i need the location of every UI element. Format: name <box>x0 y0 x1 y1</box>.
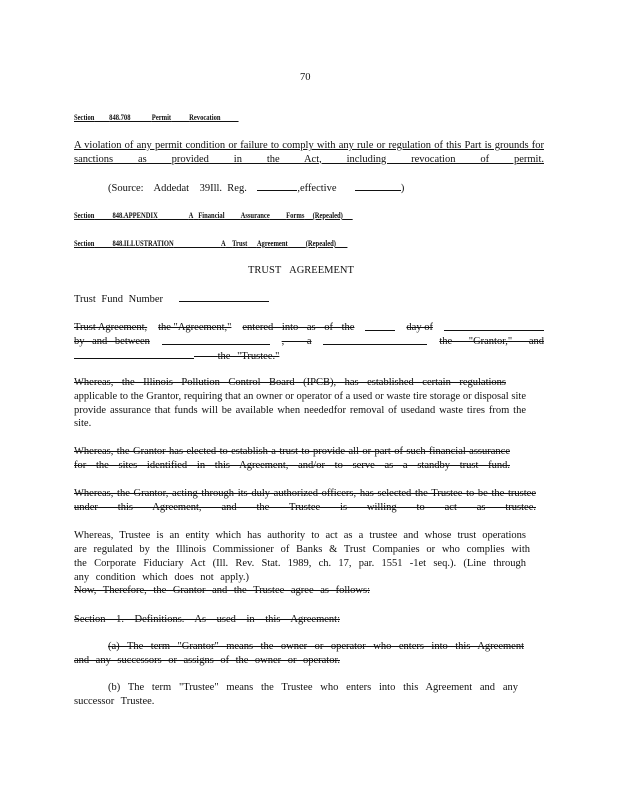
whereas-2: Whereas, the Grantor has elected to establish a trust to provide all or part of such financial assurance for the sites identified in this Agreement, and/or to serve as a standby trust fund. <box>74 446 510 471</box>
whereas-4-line-2: are regulated by the Illinois Commissioner of Banks & Trust Companies or who complies with <box>74 544 530 555</box>
intro-text: , a <box>281 336 312 347</box>
source-close: ) <box>400 183 405 194</box>
section-label: Section <box>74 239 95 248</box>
trust-fund-label: Trust Fund Number <box>74 294 164 305</box>
section-label: Section <box>74 211 95 220</box>
definition-b-line-2: successor Trustee. <box>74 696 155 707</box>
definition-a-line-2: and any successors or assigns of the owner or operator. <box>74 655 340 666</box>
blank-line <box>257 181 297 191</box>
section-number: 848.ILLUSTRATION <box>112 239 174 248</box>
intro-text: entered into as of the <box>242 322 355 333</box>
illustration-word: Trust <box>232 239 248 248</box>
now-therefore: Now, Therefore, the Grantor and the Trustee agree as follows: <box>74 585 370 596</box>
definition-a-line-1: (a) The term "Grantor" means the owner or operator who enters into this Agreement <box>108 641 524 652</box>
blank-line <box>444 321 544 331</box>
appendix-letter: A <box>188 211 194 220</box>
whereas-4-line-1: Whereas, Trustee is an entity which has authority to act as a trustee and whose trust operations <box>74 530 526 541</box>
section-title-word: Permit <box>151 113 172 122</box>
source-pre: (Source: <box>108 183 144 194</box>
appendix-word: Assurance <box>240 211 270 220</box>
blank-line <box>74 349 194 359</box>
blank-line <box>179 292 269 302</box>
page-number: 70 <box>300 72 311 83</box>
intro-text: Trust Agreement, <box>74 322 148 333</box>
appendix-word: Financial <box>198 211 225 220</box>
section-1-heading: Section 1. Definitions. As used in this Agreement: <box>74 614 340 625</box>
whereas-1-rest: applicable to the Grantor, requiring that an owner or operator of a used or waste tire storage or disposal site provide assurance that funds will be available when neededfor removal of usedand waste tires from the site. <box>74 391 526 429</box>
section-848-708-heading <box>74 113 239 122</box>
section-848-708-text: A violation of any permit condition or failure to comply with any rule or regulation of this Part is grounds for sanctions as provided in the Act, including revocation of permit. <box>74 140 544 165</box>
whereas-3: Whereas, the Grantor, acting through its duly authorized officers, has selected the Trustee to be the trustee under this Agreement, and the Trustee is willing to act as trustee. <box>74 488 536 513</box>
document-title: TRUST AGREEMENT <box>248 265 354 276</box>
intro-text: day of <box>406 322 433 333</box>
whereas-4-line-3: the Corporate Fiduciary Act (Ill. Rev. Stat. 1989, ch. 17, par. 1551 -1et seq.). (Line through <box>74 558 526 569</box>
appendix-word: (Repealed) <box>312 211 343 220</box>
intro-text: by and between <box>74 336 150 347</box>
source-effective: ,effective <box>297 183 337 194</box>
illustration-word: (Repealed) <box>305 239 336 248</box>
source-added: Addedat <box>153 183 190 194</box>
blank-line <box>323 335 427 345</box>
blank-line <box>365 321 395 331</box>
trust-fund-number <box>74 292 269 307</box>
appendix-word: Forms <box>286 211 305 220</box>
blank-line <box>162 335 270 345</box>
whereas-1-line-1: Whereas, the Illinois Pollution Control Board (IPCB), has established certain regulations <box>74 377 506 388</box>
intro-text: the "Grantor," and <box>439 336 544 347</box>
illustration-word: Agreement <box>256 239 288 248</box>
illustration-letter: A <box>220 239 226 248</box>
section-label: Section <box>74 113 95 122</box>
section-number: 848.708 <box>109 113 131 122</box>
intro-line-1 <box>74 321 544 335</box>
section-number: 848.APPENDIX <box>112 211 158 220</box>
definition-b-line-1: (b) The term "Trustee" means the Trustee who enters into this Agreement and any <box>108 682 518 693</box>
section-title-word: Revocation <box>189 113 221 122</box>
appendix-heading <box>74 211 353 220</box>
intro-text: the "Agreement," <box>158 322 232 333</box>
source-note <box>108 181 404 196</box>
source-reg: Reg. <box>227 183 247 194</box>
illustration-heading <box>74 239 347 248</box>
intro-line-2 <box>74 335 544 349</box>
intro-line-3 <box>74 349 279 364</box>
whereas-4-line-4: any condition which does not apply.) <box>74 572 250 583</box>
intro-text: the "Trustee." <box>217 351 280 362</box>
blank-line <box>355 181 401 191</box>
source-ill: 39Ill. <box>199 183 223 194</box>
